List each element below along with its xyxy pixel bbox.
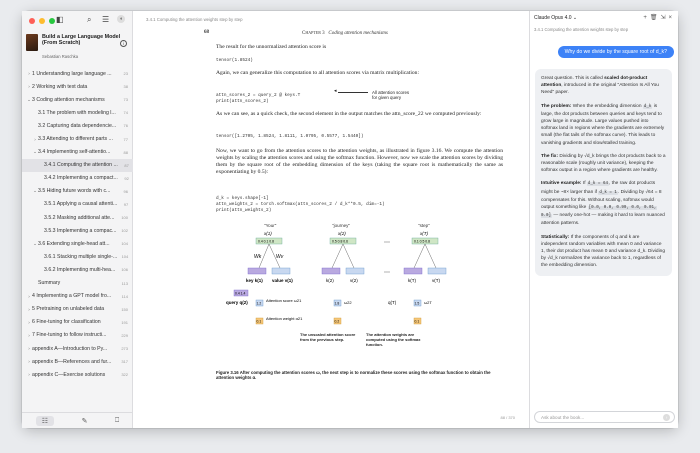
sidebar xyxy=(22,11,133,428)
fig-v2-label: v(2) xyxy=(350,278,358,283)
fig-x1-label: x(1) xyxy=(264,231,272,236)
toc-item-page: 76 xyxy=(123,123,128,129)
toc-item-label: 3.2 Capturing data dependencie... xyxy=(38,122,117,129)
toc-item[interactable] xyxy=(22,159,133,172)
model-selector[interactable]: Claude Opus 4.0 ⌄ xyxy=(534,15,578,21)
toc-item[interactable] xyxy=(22,80,133,93)
toc-item-label: 3.5.2 Masking additional atte... xyxy=(44,214,115,221)
notes-icon[interactable]: ✎ xyxy=(81,417,88,425)
toc-item[interactable] xyxy=(22,342,133,355)
code-output: tensor(1.8524) xyxy=(216,58,253,63)
fig-arrow xyxy=(414,244,425,268)
fig-key-box-2 xyxy=(322,268,340,274)
toc-item[interactable] xyxy=(22,106,133,119)
fig-key-label: key k(1) xyxy=(246,278,263,283)
toc-item-label: 3.6.2 Implementing multi-hea... xyxy=(44,266,116,273)
fig-key-box-t xyxy=(404,268,422,274)
close-window-button[interactable] xyxy=(29,18,35,24)
code-output: tensor([1.2705, 1.8524, 1.8111, 1.0795, 0.5577, 1.5440]) xyxy=(216,134,364,139)
answer-statistics: Statistically: If the components of q and k are independent random variables with mean 0 and variance 1, their dot product has mean 0 and variance d_k. Dividing by √d_k normalizes the variance back to 1, regardless of the embedding dimension. xyxy=(541,234,665,269)
paragraph: The result for the unnormalized attention score is xyxy=(216,44,327,50)
trash-icon[interactable]: 🗑 xyxy=(649,15,661,21)
minimize-window-button[interactable] xyxy=(39,18,45,24)
reader-pane xyxy=(134,11,529,428)
paragraph: As we can see, as a quick check, the second element in the output matches the attn_score_22 we computed previously: xyxy=(216,111,482,117)
answer-problem: The problem: When the embedding dimension d_k is large, the dot products between queries and keys tend to grow large in magnitude. Large values pushed into softmax land in regions where the gradients are extremely small (the flat tails of the softmax curve). This leads to vanishing gradients and slow/stalled training. xyxy=(541,103,665,146)
toc-item-page: 92 xyxy=(124,175,129,181)
chevron-icon[interactable]: › xyxy=(28,372,30,378)
toc-item-page: 88 xyxy=(123,149,128,155)
toc-item-page: 100 xyxy=(121,215,128,221)
toc-item-page: 104 xyxy=(121,241,128,247)
chevron-icon[interactable]: › xyxy=(28,306,30,312)
fig-weight-1: 0.1 xyxy=(256,319,262,324)
toc-item[interactable] xyxy=(22,303,133,316)
annotation-arrow xyxy=(338,92,368,93)
toc-item-label: 3.5.3 Implementing a compac... xyxy=(44,227,117,234)
chevron-icon[interactable]: ⌄ xyxy=(33,240,37,246)
fig-weight-2: 0.2 xyxy=(334,319,340,324)
book-cover xyxy=(26,34,38,51)
toc-item[interactable] xyxy=(22,263,133,276)
toc-item-label: 3 Coding attention mechanisms xyxy=(32,96,105,103)
fig-kt-label: k(T) xyxy=(408,278,416,283)
toc-item[interactable] xyxy=(22,368,133,381)
toc-item[interactable] xyxy=(22,172,133,185)
assistant-message xyxy=(535,69,672,276)
chat-context-crumb: 3.4.1 Computing the attention weights step by step xyxy=(534,27,629,32)
attention-figure xyxy=(226,220,484,365)
toc-item[interactable] xyxy=(22,277,133,290)
chevron-icon[interactable]: ⌄ xyxy=(33,149,37,155)
page-number: 68 xyxy=(204,30,209,35)
book-header xyxy=(26,34,130,66)
toc-item-label: 3.4 Implementing self-attentio... xyxy=(38,149,111,156)
fig-vt-label: v(T) xyxy=(432,278,440,283)
code-line: print(attn_weights_2) xyxy=(216,208,272,213)
fig-score-2: 1.8 xyxy=(334,301,340,306)
toc-item-label: appendix B—References and fur... xyxy=(32,358,112,365)
answer-fix: The fix: Dividing by √d_k brings the dot products back to a reasonable scale (roughly unit variance), keeping the softmax output in a region where gradients are healthy. xyxy=(541,153,666,174)
fig-ellipsis: ⋯ xyxy=(384,240,390,246)
toc-item-page: 77 xyxy=(123,136,128,142)
fig-wv-1: Wv xyxy=(276,254,284,260)
code-line: attn_weights_2 = torch.softmax(attn_scores_2 / d_k**0.5, dim=-1) xyxy=(216,202,385,207)
toc-item-page: 273 xyxy=(121,346,128,352)
chevron-icon[interactable]: › xyxy=(28,346,30,352)
reader-breadcrumb: 3.4.1 Computing the attention weights step by step xyxy=(146,17,243,22)
fig-query-label: query q(2) xyxy=(226,300,248,305)
fig-input-vals-1: 0.4 0.1 0.8 xyxy=(258,239,275,244)
toc-item-label: 3.5 Hiding future words with c... xyxy=(38,188,111,195)
fig-w22-label: ω22 xyxy=(344,300,352,305)
toc-item-label: 4 Implementing a GPT model fro... xyxy=(32,293,112,300)
toc-item[interactable] xyxy=(22,250,133,263)
fig-value-box-t xyxy=(428,268,446,274)
toc-item-page: 73 xyxy=(123,97,128,103)
fig-arrow xyxy=(343,244,354,268)
code-line: d_k = keys.shape[-1] xyxy=(216,196,269,201)
fig-value-box-2 xyxy=(346,268,364,274)
annotation-line: All attention scores xyxy=(372,90,410,95)
figure-caption: Figure 3.16 After computing the attention scores ω, the next step is to normalize these scores using the softmax function to obtain the attention weights α. xyxy=(216,370,491,381)
fig-xt-label: x(T) xyxy=(420,231,428,236)
chevron-icon[interactable]: › xyxy=(34,136,36,142)
chevron-icon[interactable]: › xyxy=(28,359,30,365)
toc-item-page: 317 xyxy=(121,359,128,365)
fig-arrow xyxy=(332,244,343,268)
chevron-icon[interactable]: ⌄ xyxy=(33,188,37,194)
chat-input-placeholder: Ask about the book... xyxy=(541,415,585,420)
paragraph: Now, we want to go from the attention scores to the attention weights, as illustrated in figure 3.16. We compute the attention weights by scaling the attention scores and using the softmax function. However, now we scale the attention scores by dividing them by the square root of the embedding dimension of the keys (taking the square root is mathematically the same as exponentiating by 0.5): xyxy=(216,148,503,175)
sidebar-bottom-bar xyxy=(22,412,133,428)
toc-item-page: 191 xyxy=(121,319,128,325)
toc-item[interactable] xyxy=(22,237,133,250)
toc-item-label: 3.6 Extending single-head att... xyxy=(38,240,110,247)
toc-item[interactable] xyxy=(22,211,133,224)
toc-item[interactable] xyxy=(22,132,133,145)
chevron-icon[interactable]: ⌄ xyxy=(27,96,31,102)
toc-item-page: 106 xyxy=(121,267,128,273)
toc-item-page: 74 xyxy=(123,110,128,116)
toc-item-label: 3.6.1 Stacking multiple single-... xyxy=(44,253,118,260)
toc-item[interactable] xyxy=(22,329,133,342)
toc-item[interactable] xyxy=(22,224,133,237)
fig-input-vals-2: 0.5 0.8 0.6 xyxy=(332,239,349,244)
toc-item-page: 114 xyxy=(121,293,128,299)
table-of-contents xyxy=(22,67,133,381)
fig-score-1: 1.2 xyxy=(256,301,262,306)
fig-arrow xyxy=(425,244,436,268)
toc-item-label: Summary xyxy=(38,280,61,287)
toc-item[interactable] xyxy=(22,355,133,368)
fig-query-vals: 0.4 1.4 xyxy=(235,291,246,296)
fig-annotation-left: The unscaled attention score from the previous step. xyxy=(300,332,356,342)
fig-x2-label: x(2) xyxy=(338,231,346,236)
book-author: Sebastian Raschka xyxy=(42,54,79,59)
fig-weight-label: Attention weight α21 xyxy=(266,316,303,321)
toc-item-label: 3.1 The problem with modeling l... xyxy=(38,109,116,116)
toc-item[interactable] xyxy=(22,198,133,211)
toc-item-label: 7 Fine-tuning to follow instructi... xyxy=(32,332,107,339)
toc-item[interactable] xyxy=(22,146,133,159)
chevron-icon[interactable]: › xyxy=(28,332,30,338)
toc-item-label: appendix A—Introduction to Py... xyxy=(32,345,108,352)
toc-item-label: 5 Pretraining on unlabeled data xyxy=(32,306,105,313)
zoom-window-button[interactable] xyxy=(49,18,55,24)
chevron-icon[interactable]: › xyxy=(28,84,30,90)
assistant-header-icons xyxy=(643,14,675,21)
toc-item-page: 104 xyxy=(121,254,129,260)
toc-item-page: 322 xyxy=(121,372,128,378)
page-header xyxy=(204,30,494,35)
chat-input[interactable] xyxy=(534,411,675,423)
chevron-icon[interactable]: › xyxy=(28,319,30,325)
toc-item[interactable] xyxy=(22,93,133,106)
fig-key-box-1 xyxy=(248,268,266,274)
toc-item-label: 1 Understanding large language ... xyxy=(32,70,112,77)
toc-item-page: 97 xyxy=(123,201,129,207)
fig-annotation-right: The attention weights are computed using the softmax function. xyxy=(366,332,421,347)
toc-item-page: 229 xyxy=(121,332,128,338)
toc-item-page: 38 xyxy=(123,84,128,90)
pin-icon[interactable]: ⇲ xyxy=(660,15,669,21)
paragraph: Again, we can generalize this computation to all attention scores via matrix multiplication: xyxy=(216,70,420,76)
toc-item-page: 150 xyxy=(121,306,128,312)
toc-item[interactable] xyxy=(22,119,133,132)
toc-item-page: 23 xyxy=(123,71,128,77)
fig-value-box-1 xyxy=(272,268,290,274)
toc-item-page: 87 xyxy=(124,162,129,168)
book-title: Build a Large Language Model (From Scratch) xyxy=(42,34,121,47)
toc-item-label: 3.4.1 Computing the attention ... xyxy=(44,162,118,169)
fig-value-label: value v(1) xyxy=(272,278,293,283)
tts-icon[interactable]: ◖ xyxy=(117,15,125,23)
page-indicator: 88 / 370 xyxy=(500,415,515,420)
user-message: Why do we divide by the square root of d_k? xyxy=(558,46,674,58)
new-chat-icon[interactable]: + xyxy=(643,15,650,21)
assistant-panel xyxy=(529,11,678,428)
toc-item-label: 2 Working with text data xyxy=(32,83,88,90)
fig-word-2: "journey" xyxy=(332,223,350,228)
toc-item-page: 113 xyxy=(121,280,128,286)
fig-word-3: "step" xyxy=(418,223,430,228)
toc-item-label: 3.5.1 Applying a causal attenti... xyxy=(44,201,118,208)
fig-qt-label: q(T) xyxy=(388,300,397,305)
chapter-heading xyxy=(302,30,388,36)
toc-item-label: 6 Fine-tuning for classification xyxy=(32,319,101,326)
fig-score-label: Attention score ω21 xyxy=(266,298,302,303)
fig-w2t-label: ω2T xyxy=(424,300,432,305)
fig-k2-label: k(2) xyxy=(326,278,334,283)
info-icon[interactable]: i xyxy=(120,40,127,47)
code-annotation xyxy=(372,90,409,100)
code-line: print(attn_scores_2) xyxy=(216,99,269,104)
answer-example: Intuitive example: If d_k = 64, the raw dot products might be ~8× larger than if d_k = 1. Dividing by √64 = 8 compensates for this. Without scaling, softmax would output something like [0.0, 0.0, 0.99, 0.0, 0.01, 0.0] — nearly one-hot — making it hard to learn nuanced attention patterns. xyxy=(541,181,665,227)
fig-input-vals-t: 0.1 0.5 0.8 xyxy=(414,239,431,244)
fig-ellipsis: ⋯ xyxy=(384,270,390,276)
chevron-icon[interactable]: › xyxy=(28,71,30,77)
toc-item-label: 3.3 Attending to different parts ... xyxy=(38,136,113,143)
fig-wk-1: Wk xyxy=(254,254,262,260)
annotation-line: for given query xyxy=(372,95,402,100)
fig-score-t: 1.5 xyxy=(414,301,420,306)
toc-list-icon[interactable]: ☷ xyxy=(36,416,54,426)
menu-icon[interactable]: ☰ xyxy=(102,15,110,24)
toc-item-page: 102 xyxy=(121,228,128,234)
close-icon[interactable]: × xyxy=(668,15,675,21)
window-controls xyxy=(29,18,55,24)
fig-weight-t: 0.1 xyxy=(414,319,420,324)
toc-item-label: appendix C—Exercise solutions xyxy=(32,371,106,378)
toc-item[interactable] xyxy=(22,316,133,329)
code-line: attn_scores_2 = query_2 @ keys.T xyxy=(216,93,301,98)
assistant-header xyxy=(530,11,679,23)
fig-word-1: "Your" xyxy=(264,223,277,228)
answer-intro: Great question. This is called scaled dot-product attention, introduced in the original "Attention Is All You Need" paper. xyxy=(541,76,659,96)
toc-item[interactable] xyxy=(22,67,133,80)
send-icon[interactable]: ↑ xyxy=(663,414,670,421)
sidebar-toggle-icon[interactable]: ◧ xyxy=(56,15,64,24)
toc-item-page: 96 xyxy=(123,188,128,194)
toc-item[interactable] xyxy=(22,185,133,198)
arrow-head-icon: ◂ xyxy=(334,89,337,94)
app-window xyxy=(22,11,678,428)
bookmark-icon[interactable]: ⎕ xyxy=(115,416,120,424)
chapter-label: Chapter 3 xyxy=(302,31,325,36)
toc-item-label: 3.4.2 Implementing a compact... xyxy=(44,175,118,182)
chevron-icon[interactable]: › xyxy=(28,293,30,299)
toc-item[interactable] xyxy=(22,290,133,303)
chapter-title: Coding attention mechanisms xyxy=(328,31,388,36)
search-icon[interactable]: ⌕ xyxy=(87,15,92,24)
